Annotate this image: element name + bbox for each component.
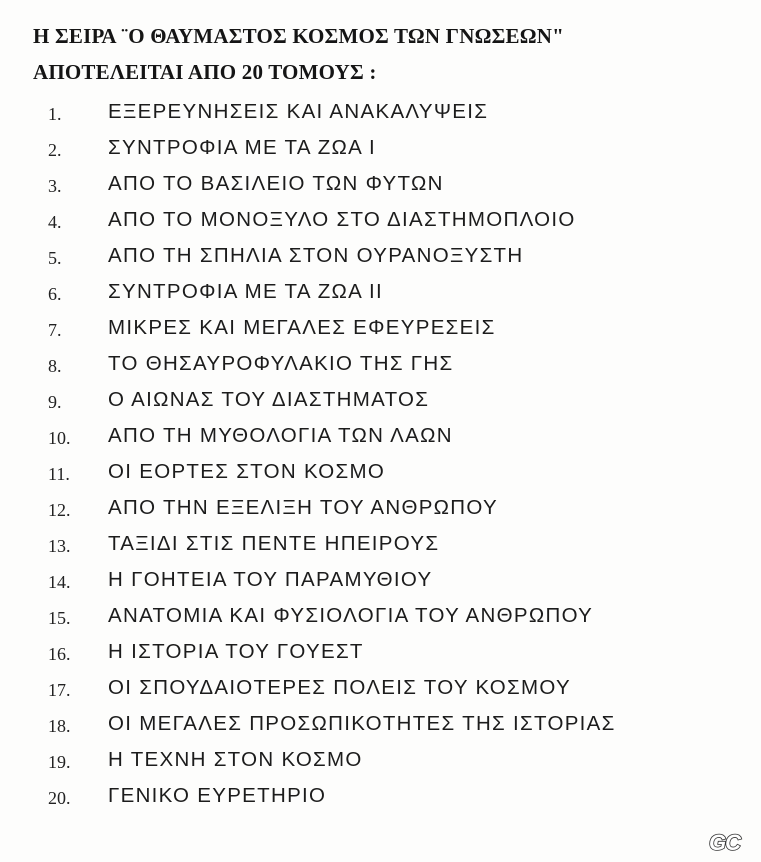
volume-item [0, 635, 761, 671]
volume-title: ΑΠΟ ΤΗ ΣΠΗΛΙΑ ΣΤΟΝ ΟΥΡΑΝΟΞΥΣΤΗ [108, 244, 524, 267]
volume-title: ΓΕΝΙΚΟ ΕΥΡΕΤΗΡΙΟ [108, 784, 327, 807]
volume-item [0, 707, 761, 743]
volume-item [0, 455, 761, 491]
volume-number: 2. [48, 140, 62, 160]
volume-title: Η ΤΕΧΝΗ ΣΤΟΝ ΚΟΣΜΟ [108, 748, 363, 771]
gc-watermark-logo [707, 828, 751, 856]
volume-item [0, 599, 761, 635]
volume-title: ΣΥΝΤΡΟΦΙΑ ΜΕ ΤΑ ΖΩΑ ΙΙ [108, 280, 383, 303]
volume-item [0, 671, 761, 707]
volume-number: 19. [48, 752, 71, 772]
volume-title: ΑΠΟ ΤΟ ΒΑΣΙΛΕΙΟ ΤΩΝ ΦΥΤΩΝ [108, 172, 444, 195]
volume-title: ΜΙΚΡΕΣ ΚΑΙ ΜΕΓΑΛΕΣ ΕΦΕΥΡΕΣΕΙΣ [108, 316, 496, 339]
volume-item [0, 203, 761, 239]
volume-item [0, 239, 761, 275]
volume-title: Ο ΑΙΩΝΑΣ ΤΟΥ ΔΙΑΣΤΗΜΑΤΟΣ [108, 388, 430, 411]
volume-title: ΣΥΝΤΡΟΦΙΑ ΜΕ ΤΑ ΖΩΑ Ι [108, 136, 376, 159]
heading-line-1: Η ΣΕΙΡΑ ¨Ο ΘΑΥΜΑΣΤΟΣ ΚΟΣΜΟΣ ΤΩΝ ΓΝΩΣΕΩΝ" [33, 24, 565, 48]
volume-number: 3. [48, 176, 62, 196]
volume-number: 7. [48, 320, 62, 340]
volume-item [0, 491, 761, 527]
volume-number: 4. [48, 212, 62, 232]
volume-item [0, 95, 761, 131]
volume-number: 10. [48, 428, 71, 448]
volume-number: 16. [48, 644, 71, 664]
volume-item [0, 527, 761, 563]
volume-number: 15. [48, 608, 71, 628]
volume-number: 18. [48, 716, 71, 736]
volume-list [0, 95, 761, 815]
volume-number: 5. [48, 248, 62, 268]
heading-line-2: ΑΠΟΤΕΛΕΙΤΑΙ ΑΠΟ 20 ΤΟΜΟΥΣ : [33, 60, 377, 84]
volume-item [0, 383, 761, 419]
volume-number: 6. [48, 284, 62, 304]
volume-title: ΕΞΕΡΕΥΝΗΣΕΙΣ ΚΑΙ ΑΝΑΚΑΛΥΨΕΙΣ [108, 100, 489, 123]
volume-item [0, 167, 761, 203]
volume-title: ΑΝΑΤΟΜΙΑ ΚΑΙ ΦΥΣΙΟΛΟΓΙΑ ΤΟΥ ΑΝΘΡΩΠΟΥ [108, 604, 594, 627]
volume-item [0, 131, 761, 167]
volume-number: 9. [48, 392, 62, 412]
volume-number: 17. [48, 680, 71, 700]
volume-item [0, 563, 761, 599]
volume-title: ΟΙ ΕΟΡΤΕΣ ΣΤΟΝ ΚΟΣΜΟ [108, 460, 386, 483]
volume-item [0, 347, 761, 383]
volume-number: 1. [48, 104, 62, 124]
volume-number: 11. [48, 464, 70, 484]
volume-item [0, 743, 761, 779]
volume-title: Η ΓΟΗΤΕΙΑ ΤΟΥ ΠΑΡΑΜΥΘΙΟΥ [108, 568, 433, 591]
series-heading [33, 18, 564, 90]
volume-title: ΤΑΞΙΔΙ ΣΤΙΣ ΠΕΝΤΕ ΗΠΕΙΡΟΥΣ [108, 532, 440, 555]
volume-title: Η ΙΣΤΟΡΙΑ ΤΟΥ ΓΟΥΕΣΤ [108, 640, 364, 663]
volume-item [0, 275, 761, 311]
volume-title: ΑΠΟ ΤΗΝ ΕΞΕΛΙΞΗ ΤΟΥ ΑΝΘΡΩΠΟΥ [108, 496, 498, 519]
volume-title: ΟΙ ΣΠΟΥΔΑΙΟΤΕΡΕΣ ΠΟΛΕΙΣ ΤΟΥ ΚΟΣΜΟΥ [108, 676, 571, 699]
volume-item [0, 419, 761, 455]
volume-number: 20. [48, 788, 71, 808]
volume-title: ΑΠΟ ΤΗ ΜΥΘΟΛΟΓΙΑ ΤΩΝ ΛΑΩΝ [108, 424, 453, 447]
volume-number: 8. [48, 356, 62, 376]
volume-title: ΑΠΟ ΤΟ ΜΟΝΟΞΥΛΟ ΣΤΟ ΔΙΑΣΤΗΜΟΠΛΟΙΟ [108, 208, 576, 231]
volume-number: 12. [48, 500, 71, 520]
volume-title: ΤΟ ΘΗΣΑΥΡΟΦΥΛΑΚΙΟ ΤΗΣ ΓΗΣ [108, 352, 454, 375]
volume-item [0, 311, 761, 347]
volume-number: 13. [48, 536, 71, 556]
volume-item [0, 779, 761, 815]
watermark-text: GC [709, 830, 740, 855]
volume-title: ΟΙ ΜΕΓΑΛΕΣ ΠΡΟΣΩΠΙΚΟΤΗΤΕΣ ΤΗΣ ΙΣΤΟΡΙΑΣ [108, 712, 616, 735]
volume-number: 14. [48, 572, 71, 592]
